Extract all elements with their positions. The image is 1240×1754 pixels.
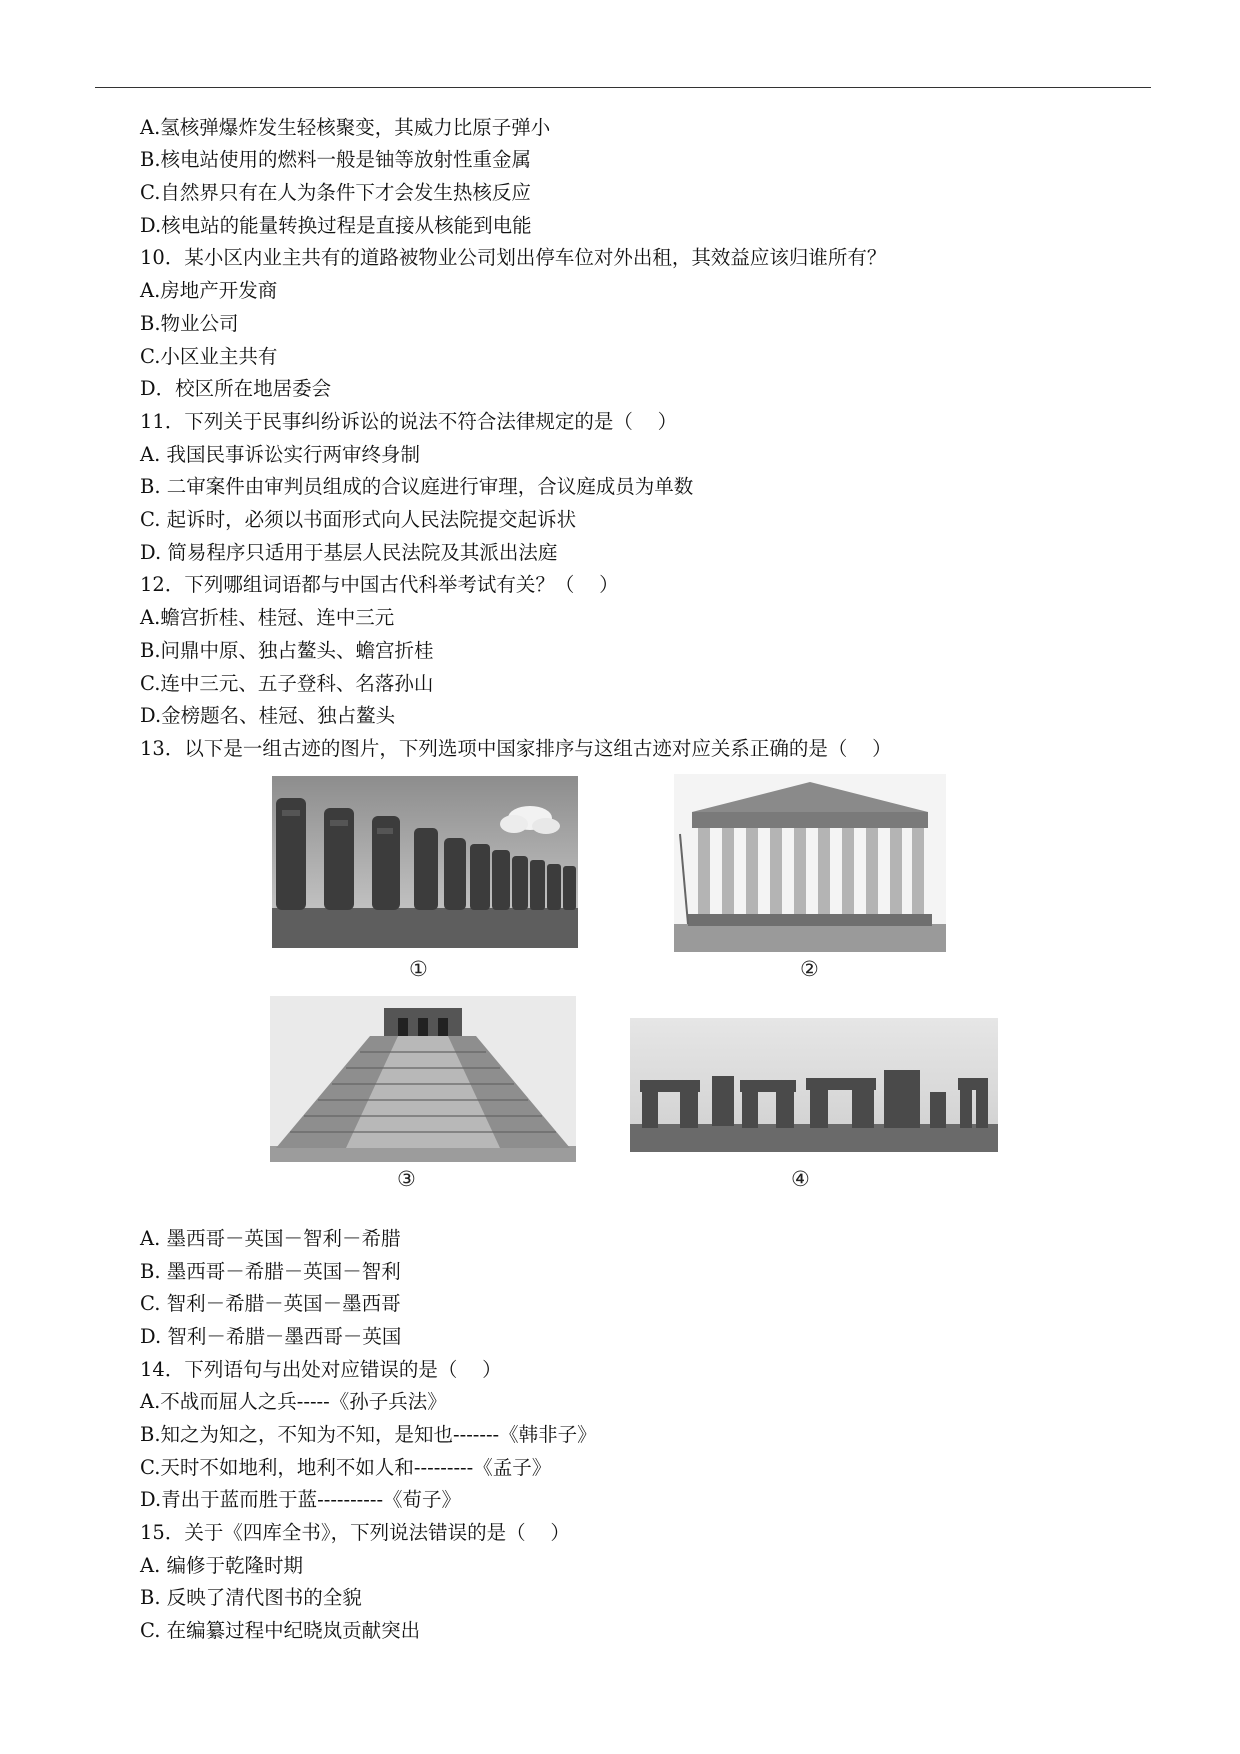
q9-option-a: A.氢核弹爆炸发生轻核聚变，其威力比原子弹小: [140, 116, 551, 139]
parthenon-photo: [674, 774, 946, 952]
caption-4: ④: [791, 1167, 810, 1191]
q10-stem: 10．某小区内业主共有的道路被物业公司划出停车位对外出租，其效益应该归谁所有？: [140, 246, 887, 269]
q13-option-c: C. 智利－希腊－英国－墨西哥: [140, 1292, 401, 1315]
q13-stem: 13．以下是一组古迹的图片，下列选项中国家排序与这组古迹对应关系正确的是（ ）: [140, 737, 892, 760]
q14-stem: 14．下列语句与出处对应错误的是（ ）: [140, 1358, 502, 1381]
caption-3: ③: [397, 1167, 416, 1191]
caption-2: ②: [800, 957, 819, 981]
q13-option-b: B. 墨西哥－希腊－英国－智利: [140, 1260, 401, 1283]
stonehenge-photo: [630, 1018, 998, 1152]
q10-option-d: D．校区所在地居委会: [140, 377, 332, 400]
q12-option-d: D.金榜题名、桂冠、独占鳌头: [140, 704, 396, 727]
header-rule: [95, 87, 1151, 88]
q11-option-c: C. 起诉时，必须以书面形式向人民法院提交起诉状: [140, 508, 577, 531]
mayan-pyramid-photo: [270, 996, 576, 1162]
q14-option-b: B.知之为知之，不知为不知，是知也-------《韩非子》: [140, 1423, 597, 1446]
q11-stem: 11．下列关于民事纠纷诉讼的说法不符合法律规定的是（ ）: [140, 410, 678, 433]
q13-option-d: D. 智利－希腊－墨西哥－英国: [140, 1325, 402, 1348]
q11-option-b: B. 二审案件由审判员组成的合议庭进行审理，合议庭成员为单数: [140, 475, 694, 498]
q14-option-d: D.青出于蓝而胜于蓝----------《荀子》: [140, 1488, 462, 1511]
q12-option-b: B.问鼎中原、独占鳌头、蟾宫折桂: [140, 639, 434, 662]
q11-option-a: A. 我国民事诉讼实行两审终身制: [140, 443, 420, 466]
q11-option-d: D. 简易程序只适用于基层人民法院及其派出法庭: [140, 541, 558, 564]
q14-option-a: A.不战而屈人之兵-----《孙子兵法》: [140, 1390, 447, 1413]
q13-option-a: A. 墨西哥－英国－智利－希腊: [140, 1227, 401, 1250]
caption-1: ①: [409, 957, 428, 981]
q10-option-b: B.物业公司: [140, 312, 239, 335]
q12-option-c: C.连中三元、五子登科、名落孙山: [140, 672, 434, 695]
q12-option-a: A.蟾宫折桂、桂冠、连中三元: [140, 606, 395, 629]
q15-option-c: C. 在编纂过程中纪晓岚贡献突出: [140, 1619, 421, 1642]
q14-option-c: C.天时不如地利，地利不如人和---------《孟子》: [140, 1456, 552, 1479]
q15-option-a: A. 编修于乾隆时期: [140, 1554, 303, 1577]
q15-option-b: B. 反映了清代图书的全貌: [140, 1586, 362, 1609]
moai-statues-photo: [272, 776, 578, 948]
q15-stem: 15．关于《四库全书》，下列说法错误的是（ ）: [140, 1521, 570, 1544]
q9-option-d: D.核电站的能量转换过程是直接从核能到电能: [140, 214, 532, 237]
q10-option-c: C.小区业主共有: [140, 345, 278, 368]
q9-option-b: B.核电站使用的燃料一般是铀等放射性重金属: [140, 148, 532, 171]
q10-option-a: A.房地产开发商: [140, 279, 278, 302]
q12-stem: 12．下列哪组词语都与中国古代科举考试有关？（ ）: [140, 573, 619, 596]
q9-option-c: C.自然界只有在人为条件下才会发生热核反应: [140, 181, 531, 204]
